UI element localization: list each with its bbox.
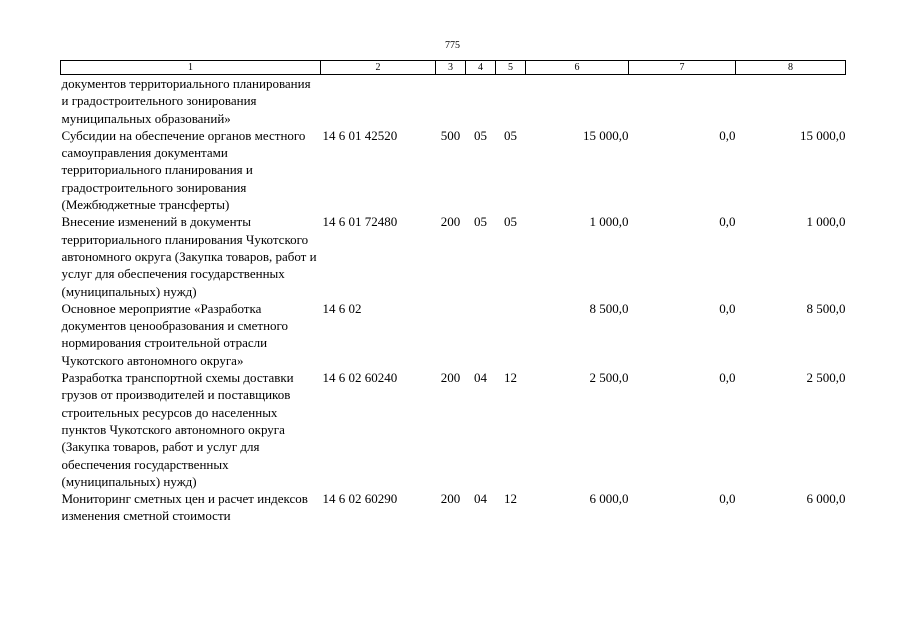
row-rz — [466, 75, 496, 127]
row-name: Субсидии на обеспечение органов местного самоуправления документами территориального планирования и градостроительного зонирования (Межбюджетные трансферты) — [61, 127, 306, 213]
row-code: 14 6 01 42520 — [322, 127, 398, 143]
row-vr: 200 — [440, 370, 461, 386]
row-change: 0,0 — [719, 127, 736, 143]
row-sum: 6 000,0 — [589, 491, 629, 507]
row-vr: 200 — [440, 214, 461, 230]
table-row — [61, 300, 846, 369]
row-total — [736, 75, 846, 127]
row-code — [321, 75, 436, 127]
row-pr: 12 — [504, 491, 517, 507]
row-rz: 05 — [474, 214, 487, 230]
row-name: Основное мероприятие «Разработка документов ценообразования и сметного нормирования строительной отрасли Чукотского автономного округа» — [61, 300, 289, 368]
row-sum: 15 000,0 — [583, 127, 629, 143]
column-header-1: 1 — [61, 61, 321, 75]
page-number: 775 — [445, 40, 460, 51]
row-pr: 05 — [504, 127, 517, 143]
row-code: 14 6 02 60290 — [322, 491, 398, 507]
row-change — [629, 75, 736, 127]
row-total: 6 000,0 — [806, 491, 846, 507]
table-row — [61, 75, 846, 127]
column-header-6: 6 — [526, 61, 629, 75]
row-name: документов территориального планирования и градостроительного зонирования муниципальных образований» — [61, 76, 311, 126]
row-vr: 200 — [440, 491, 461, 507]
row-rz: 04 — [474, 370, 487, 386]
column-header-4: 4 — [466, 61, 496, 75]
row-pr: 05 — [504, 214, 517, 230]
row-rz: 04 — [474, 491, 487, 507]
column-header-8: 8 — [736, 61, 846, 75]
table-row — [61, 127, 846, 213]
row-pr — [496, 300, 526, 369]
row-total: 8 500,0 — [806, 300, 846, 316]
row-total: 15 000,0 — [800, 127, 846, 143]
row-vr — [436, 75, 466, 127]
row-name: Разработка транспортной схемы доставки грузов от производителей и поставщиков строительных ресурсов до населенных пунктов Чукотского автономного округа (Закупка товаров, работ и услуг для обеспечения государственных (муниципальных) нужд) — [61, 370, 294, 489]
row-sum: 2 500,0 — [589, 370, 629, 386]
row-vr — [436, 300, 466, 369]
column-header-3: 3 — [436, 61, 466, 75]
row-sum: 8 500,0 — [589, 300, 629, 316]
row-pr: 12 — [504, 370, 517, 386]
row-code: 14 6 01 72480 — [322, 214, 398, 230]
row-sum — [526, 75, 629, 127]
row-change: 0,0 — [719, 491, 736, 507]
column-header-2: 2 — [321, 61, 436, 75]
column-header-5: 5 — [496, 61, 526, 75]
row-vr: 500 — [440, 127, 461, 143]
row-rz — [466, 300, 496, 369]
row-name: Внесение изменений в документы территориального планирования Чукотского автономного округа (Закупка товаров, работ и услуг для обеспечения государственных (муниципальных) нужд) — [61, 214, 317, 299]
table-row — [61, 369, 846, 490]
table-row — [61, 490, 846, 525]
row-change: 0,0 — [719, 300, 736, 316]
row-rz: 05 — [474, 127, 487, 143]
column-header-7: 7 — [629, 61, 736, 75]
row-total: 2 500,0 — [806, 370, 846, 386]
column-number-header — [61, 61, 846, 75]
row-code: 14 6 02 60240 — [322, 370, 398, 386]
row-sum: 1 000,0 — [589, 214, 629, 230]
row-code: 14 6 02 — [322, 300, 362, 316]
row-total: 1 000,0 — [806, 214, 846, 230]
table-row — [61, 213, 846, 299]
row-change: 0,0 — [719, 370, 736, 386]
budget-table — [60, 60, 846, 525]
row-name: Мониторинг сметных цен и расчет индексов изменения сметной стоимости — [61, 491, 308, 524]
row-pr — [496, 75, 526, 127]
row-change: 0,0 — [719, 214, 736, 230]
